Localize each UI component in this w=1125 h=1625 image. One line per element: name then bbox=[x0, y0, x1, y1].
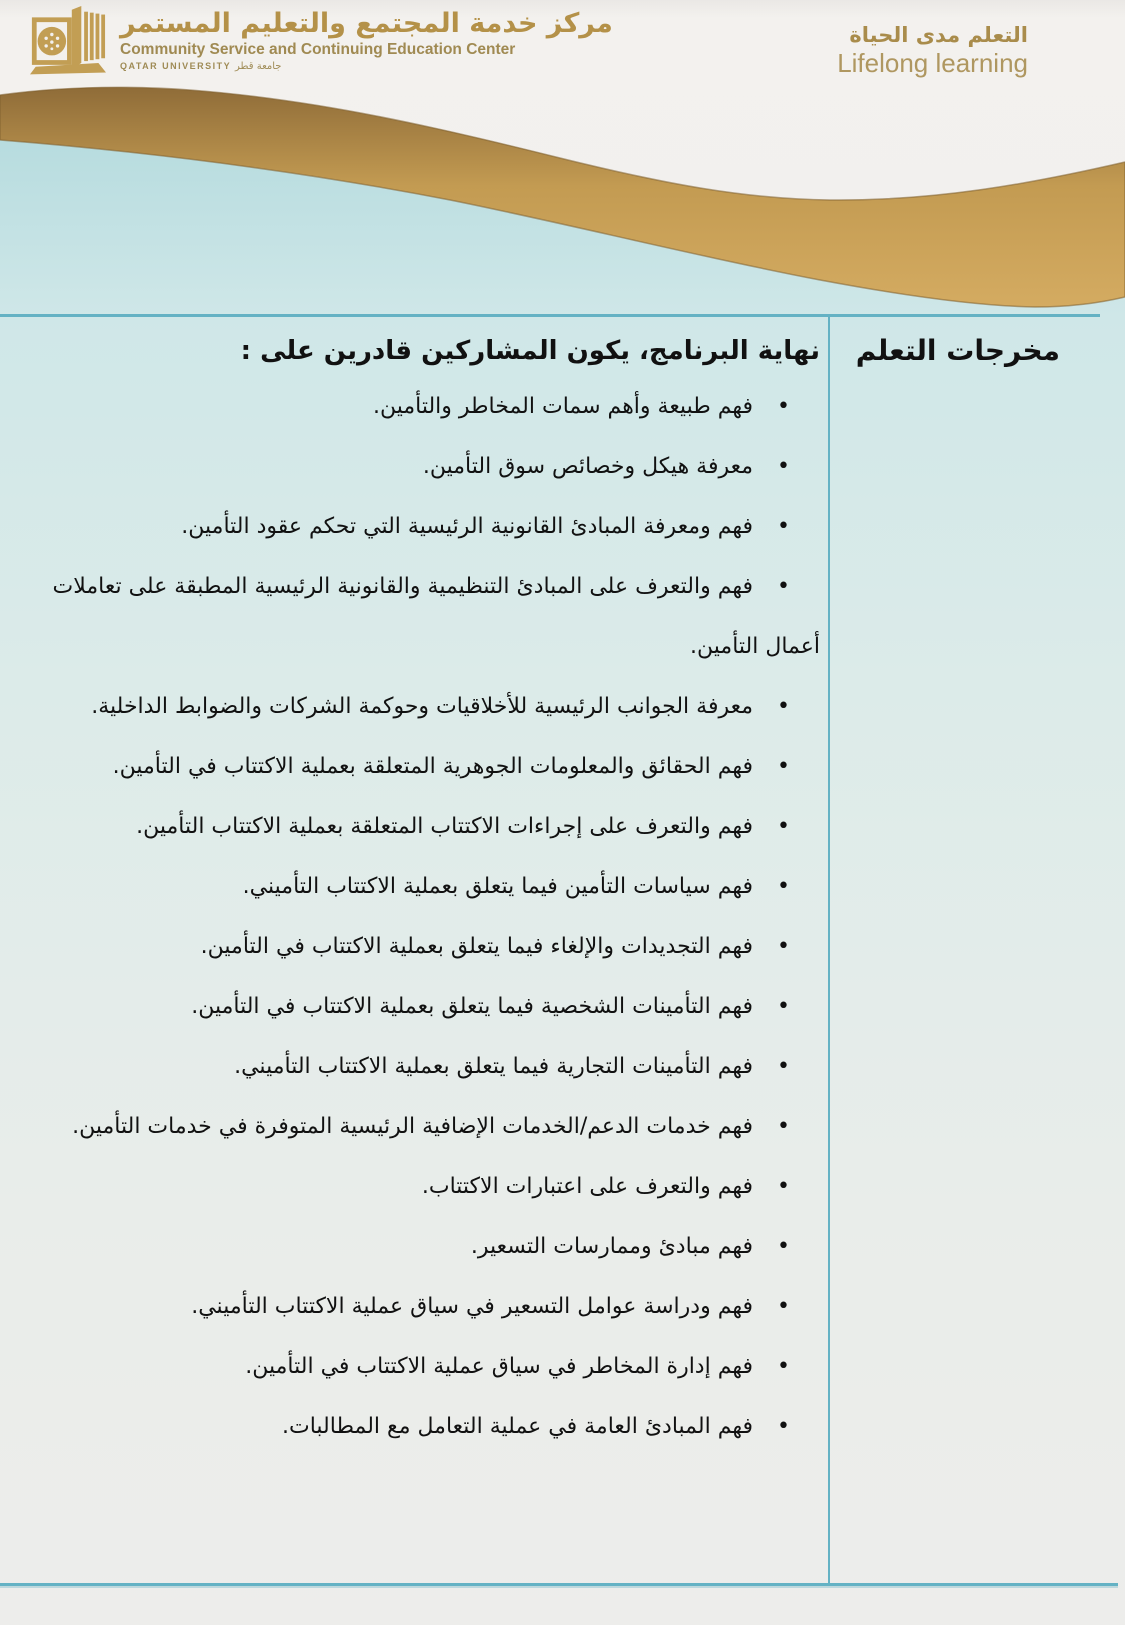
outcome-item: • فهم ومعرفة المبادئ القانونية الرئيسية التي تحكم عقود التأمين. bbox=[8, 497, 820, 557]
university-name-english: QATAR UNIVERSITY bbox=[120, 61, 232, 71]
outcome-item: • معرفة هيكل وخصائص سوق التأمين. bbox=[8, 437, 820, 497]
outcome-item: • فهم إدارة المخاطر في سياق عملية الاكتتاب في التأمين. bbox=[8, 1337, 820, 1397]
outcome-item: • فهم والتعرف على المبادئ التنظيمية والقانونية الرئيسية المطبقة على تعاملات أعمال التأمين. bbox=[8, 557, 820, 677]
qatar-university-emblem-icon bbox=[28, 6, 108, 82]
outcomes-intro: نهاية البرنامج، يكون المشاركين قادرين على : bbox=[240, 336, 820, 366]
learning-outcomes-label: مخرجات التعلم bbox=[855, 334, 1060, 367]
outcome-item: • فهم والتعرف على اعتبارات الاكتتاب. bbox=[8, 1157, 820, 1217]
outcome-item: • فهم التأمينات الشخصية فيما يتعلق بعملية الاكتتاب في التأمين. bbox=[8, 977, 820, 1037]
university-name bbox=[120, 60, 613, 73]
tagline-english: Lifelong learning bbox=[837, 48, 1028, 78]
outcome-item: • فهم ودراسة عوامل التسعير في سياق عملية الاكتتاب التأميني. bbox=[8, 1277, 820, 1337]
outcome-item: • فهم والتعرف على إجراءات الاكتتاب المتعلقة بعملية الاكتتاب التأمين. bbox=[8, 797, 820, 857]
table-bottom-border bbox=[0, 1583, 1118, 1586]
label-cell bbox=[830, 317, 1100, 1583]
outcomes-cell bbox=[0, 317, 828, 1583]
outcome-item: • فهم التأمينات التجارية فيما يتعلق بعملية الاكتتاب التأميني. bbox=[8, 1037, 820, 1097]
org-logo-text bbox=[120, 6, 613, 73]
org-logo bbox=[28, 6, 613, 82]
outcome-item: • فهم المبادئ العامة في عملية التعامل مع المطالبات. bbox=[8, 1397, 820, 1457]
header-band bbox=[0, 0, 1125, 316]
org-name-arabic: مركز خدمة المجتمع والتعليم المستمر bbox=[120, 8, 613, 39]
outcome-item: • فهم الحقائق والمعلومات الجوهرية المتعلقة بعملية الاكتتاب في التأمين. bbox=[8, 737, 820, 797]
outcome-item: • فهم التجديدات والإلغاء فيما يتعلق بعملية الاكتتاب في التأمين. bbox=[8, 917, 820, 977]
outcome-item: • فهم خدمات الدعم/الخدمات الإضافية الرئيسية المتوفرة في خدمات التأمين. bbox=[8, 1097, 820, 1157]
outcomes-list bbox=[8, 377, 820, 1457]
tagline bbox=[837, 22, 1028, 78]
org-name-english: Community Service and Continuing Education Center bbox=[120, 41, 516, 58]
outcome-item: • معرفة الجوانب الرئيسية للأخلاقيات وحوكمة الشركات والضوابط الداخلية. bbox=[8, 677, 820, 737]
outcome-item: • فهم طبيعة وأهم سمات المخاطر والتأمين. bbox=[8, 377, 820, 437]
outcome-item: • فهم سياسات التأمين فيما يتعلق بعملية الاكتتاب التأميني. bbox=[8, 857, 820, 917]
outcome-item: • فهم مبادئ وممارسات التسعير. bbox=[8, 1217, 820, 1277]
tagline-arabic: التعلم مدى الحياة bbox=[849, 23, 1028, 47]
university-name-arabic: جامعة قطر bbox=[235, 61, 282, 72]
